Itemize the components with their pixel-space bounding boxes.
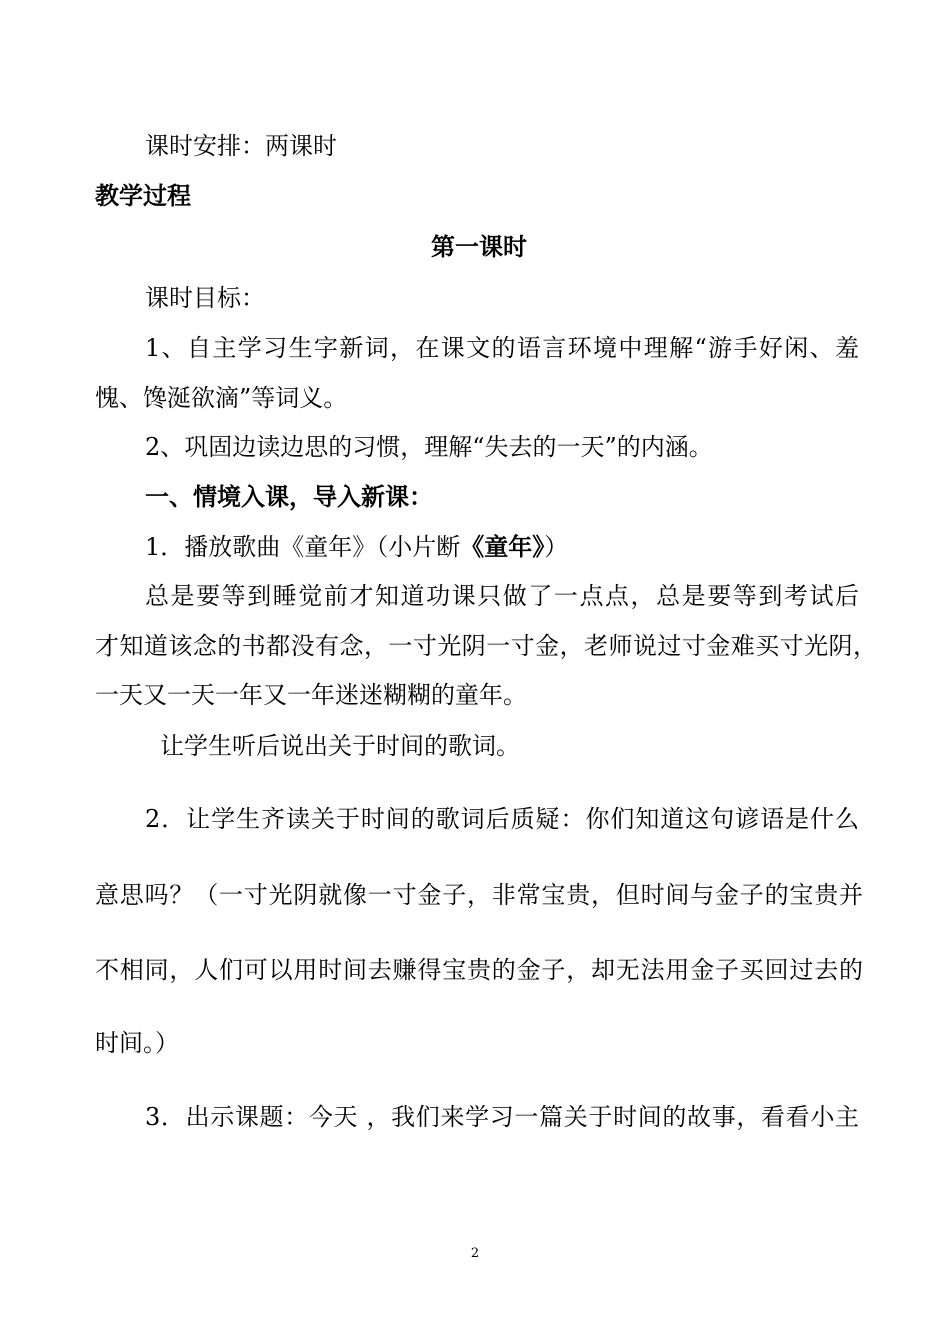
item-1-song-title: 《童年》	[460, 532, 545, 561]
lesson-schedule: 课时安排：两课时	[145, 132, 337, 160]
lesson-title: 第一课时	[431, 232, 527, 261]
item-2-line1: 2．让学生齐读关于时间的歌词后质疑：你们知道这句谚语是什么	[145, 805, 859, 833]
item-2-line3: 不相同，人们可以用时间去赚得宝贵的金子，却无法用金子买回过去的	[95, 956, 863, 984]
lyrics-line1: 总是要等到睡觉前才知道功课只做了一点点，总是要等到考试后	[145, 582, 859, 610]
item-1	[145, 532, 568, 562]
lyrics-line2: 才知道该念的书都没有念，一寸光阴一寸金，老师说过寸金难买寸光阴，	[95, 632, 877, 660]
objective-1-line2: 愧、馋涎欲滴”等词义。	[95, 384, 348, 412]
objective-1-line1: 1、自主学习生字新词，在课文的语言环境中理解“游手好闲、羞	[145, 334, 859, 362]
item-1-suffix: ）	[544, 533, 569, 561]
item-1-prefix: 1．播放歌曲《童年》（小片断	[145, 533, 461, 561]
step-heading: 一、情境入课，导入新课：	[145, 482, 433, 511]
lyrics-line3: 一天又一天一年又一年迷迷糊糊的童年。	[95, 681, 527, 709]
instruction-1: 让学生听后说出关于时间的歌词。	[160, 732, 520, 760]
page-number: 2	[470, 1246, 480, 1261]
section-heading: 教学过程	[95, 181, 191, 210]
item-2-line2: 意思吗？（一寸光阴就像一寸金子，非常宝贵，但时间与金子的宝贵并	[95, 881, 863, 909]
objectives-label: 课时目标：	[145, 284, 265, 312]
item-2-line4: 时间。）	[95, 1029, 179, 1057]
objective-2: 2、巩固边读边思的习惯，理解“失去的一天”的内涵。	[145, 433, 713, 461]
item-3-line1: 3．出示课题：今天 ，我们来学习一篇关于时间的故事，看看小主	[145, 1103, 859, 1131]
